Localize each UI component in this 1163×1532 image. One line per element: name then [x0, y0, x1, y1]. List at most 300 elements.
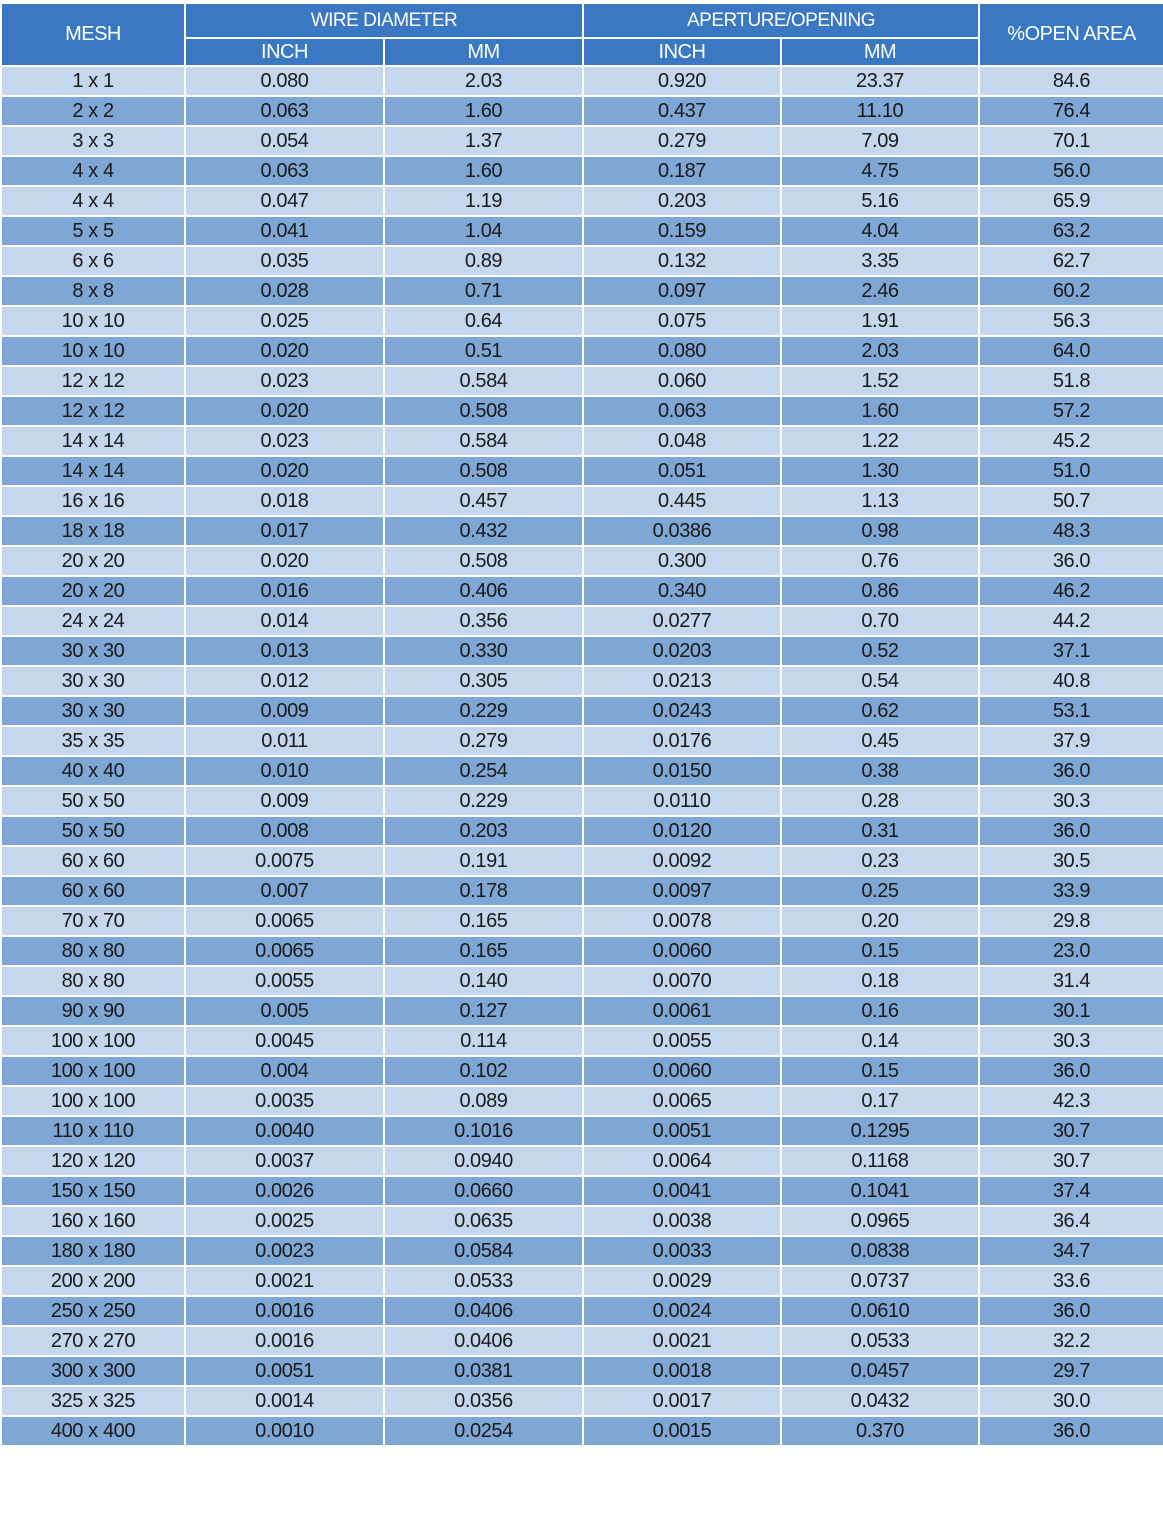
wire-mm-cell: 0.127: [384, 996, 583, 1026]
aperture-inch-cell: 0.0243: [583, 696, 781, 726]
table-row: [1, 696, 1163, 726]
wire-mm-cell: 0.0635: [384, 1206, 583, 1236]
wire-inch-cell: 0.023: [185, 366, 384, 396]
wire-mm-cell: 1.19: [384, 186, 583, 216]
open-area-cell: 36.0: [979, 1296, 1163, 1326]
table-row: [1, 816, 1163, 846]
wire-inch-cell: 0.007: [185, 876, 384, 906]
aperture-inch-cell: 0.097: [583, 276, 781, 306]
mesh-cell: 14 x 14: [1, 426, 185, 456]
open-area-cell: 34.7: [979, 1236, 1163, 1266]
open-area-cell: 30.3: [979, 786, 1163, 816]
wire-inch-cell: 0.041: [185, 216, 384, 246]
table-row: [1, 1206, 1163, 1236]
wire-inch-cell: 0.014: [185, 606, 384, 636]
table-row: [1, 1326, 1163, 1356]
aperture-mm-cell: 3.35: [781, 246, 979, 276]
table-row: [1, 1236, 1163, 1266]
open-area-cell: 60.2: [979, 276, 1163, 306]
wire-mm-cell: 0.64: [384, 306, 583, 336]
wire-inch-cell: 0.013: [185, 636, 384, 666]
wire-mm-cell: 0.254: [384, 756, 583, 786]
open-area-cell: 70.1: [979, 126, 1163, 156]
open-area-cell: 46.2: [979, 576, 1163, 606]
table-row: [1, 756, 1163, 786]
wire-inch-cell: 0.0010: [185, 1416, 384, 1446]
mesh-cell: 3 x 3: [1, 126, 185, 156]
table-row: [1, 1356, 1163, 1386]
aperture-mm-cell: 1.91: [781, 306, 979, 336]
open-area-cell: 30.3: [979, 1026, 1163, 1056]
wire-mm-cell: 0.0356: [384, 1386, 583, 1416]
table-body: [1, 66, 1163, 1446]
open-area-cell: 62.7: [979, 246, 1163, 276]
aperture-inch-cell: 0.0064: [583, 1146, 781, 1176]
open-area-cell: 30.1: [979, 996, 1163, 1026]
mesh-cell: 250 x 250: [1, 1296, 185, 1326]
aperture-mm-cell: 0.31: [781, 816, 979, 846]
aperture-mm-cell: 0.70: [781, 606, 979, 636]
aperture-inch-cell: 0.920: [583, 66, 781, 96]
wire-mm-cell: 2.03: [384, 66, 583, 96]
mesh-cell: 6 x 6: [1, 246, 185, 276]
mesh-cell: 35 x 35: [1, 726, 185, 756]
mesh-cell: 40 x 40: [1, 756, 185, 786]
aperture-inch-cell: 0.0070: [583, 966, 781, 996]
wire-inch-cell: 0.063: [185, 156, 384, 186]
aperture-inch-cell: 0.203: [583, 186, 781, 216]
open-area-cell: 63.2: [979, 216, 1163, 246]
wire-mm-header: MM: [384, 38, 583, 66]
aperture-inch-cell: 0.0120: [583, 816, 781, 846]
table-row: [1, 1416, 1163, 1446]
table-row: [1, 1056, 1163, 1086]
wire-inch-cell: 0.020: [185, 396, 384, 426]
table-row: [1, 606, 1163, 636]
open-area-cell: 31.4: [979, 966, 1163, 996]
wire-inch-cell: 0.0065: [185, 936, 384, 966]
aperture-inch-cell: 0.0015: [583, 1416, 781, 1446]
mesh-cell: 50 x 50: [1, 786, 185, 816]
wire-mm-cell: 0.0381: [384, 1356, 583, 1386]
mesh-cell: 30 x 30: [1, 666, 185, 696]
aperture-inch-cell: 0.0033: [583, 1236, 781, 1266]
aperture-inch-cell: 0.132: [583, 246, 781, 276]
wire-inch-cell: 0.0065: [185, 906, 384, 936]
aperture-inch-cell: 0.0078: [583, 906, 781, 936]
wire-inch-cell: 0.0051: [185, 1356, 384, 1386]
open-area-cell: 84.6: [979, 66, 1163, 96]
wire-mm-cell: 0.0584: [384, 1236, 583, 1266]
aperture-inch-cell: 0.0038: [583, 1206, 781, 1236]
wire-inch-cell: 0.017: [185, 516, 384, 546]
open-area-cell: 30.0: [979, 1386, 1163, 1416]
aperture-mm-cell: 0.25: [781, 876, 979, 906]
mesh-cell: 70 x 70: [1, 906, 185, 936]
mesh-cell: 60 x 60: [1, 876, 185, 906]
aperture-mm-cell: 1.30: [781, 456, 979, 486]
mesh-cell: 300 x 300: [1, 1356, 185, 1386]
open-area-cell: 36.0: [979, 756, 1163, 786]
mesh-cell: 5 x 5: [1, 216, 185, 246]
wire-inch-cell: 0.005: [185, 996, 384, 1026]
wire-mm-cell: 0.165: [384, 936, 583, 966]
aperture-inch-cell: 0.060: [583, 366, 781, 396]
mesh-cell: 80 x 80: [1, 936, 185, 966]
wire-inch-cell: 0.0014: [185, 1386, 384, 1416]
aperture-mm-cell: 0.54: [781, 666, 979, 696]
wire-inch-cell: 0.0025: [185, 1206, 384, 1236]
aperture-inch-cell: 0.0213: [583, 666, 781, 696]
aperture-mm-cell: 0.0610: [781, 1296, 979, 1326]
wire-inch-cell: 0.028: [185, 276, 384, 306]
wire-mm-cell: 0.508: [384, 456, 583, 486]
wire-inch-cell: 0.0037: [185, 1146, 384, 1176]
wire-mm-cell: 0.229: [384, 696, 583, 726]
wire-mm-cell: 0.508: [384, 546, 583, 576]
table-row: [1, 336, 1163, 366]
table-row: [1, 876, 1163, 906]
wire-mm-cell: 0.0254: [384, 1416, 583, 1446]
open-area-cell: 37.1: [979, 636, 1163, 666]
wire-mm-cell: 0.0406: [384, 1326, 583, 1356]
wire-mm-cell: 0.191: [384, 846, 583, 876]
table-row: [1, 186, 1163, 216]
open-area-cell: 45.2: [979, 426, 1163, 456]
table-row: [1, 1086, 1163, 1116]
aperture-mm-cell: 4.75: [781, 156, 979, 186]
aperture-inch-cell: 0.300: [583, 546, 781, 576]
open-area-cell: 64.0: [979, 336, 1163, 366]
table-row: [1, 666, 1163, 696]
open-area-cell: 44.2: [979, 606, 1163, 636]
table-row: [1, 1266, 1163, 1296]
wire-inch-cell: 0.008: [185, 816, 384, 846]
wire-inch-cell: 0.035: [185, 246, 384, 276]
aperture-mm-cell: 0.370: [781, 1416, 979, 1446]
aperture-mm-cell: 1.52: [781, 366, 979, 396]
wire-inch-cell: 0.010: [185, 756, 384, 786]
wire-mm-cell: 0.089: [384, 1086, 583, 1116]
wire-mm-cell: 0.356: [384, 606, 583, 636]
aperture-inch-cell: 0.0386: [583, 516, 781, 546]
wire-mm-cell: 0.0660: [384, 1176, 583, 1206]
wire-mm-cell: 0.1016: [384, 1116, 583, 1146]
aperture-mm-cell: 0.0432: [781, 1386, 979, 1416]
wire-inch-cell: 0.023: [185, 426, 384, 456]
table-row: [1, 366, 1163, 396]
aperture-inch-cell: 0.0060: [583, 936, 781, 966]
open-area-cell: 30.7: [979, 1116, 1163, 1146]
wire-inch-cell: 0.0035: [185, 1086, 384, 1116]
wire-diameter-group-header: WIRE DIAMETER: [185, 3, 583, 38]
wire-mm-cell: 0.0940: [384, 1146, 583, 1176]
mesh-cell: 12 x 12: [1, 396, 185, 426]
wire-inch-cell: 0.020: [185, 336, 384, 366]
table-row: [1, 726, 1163, 756]
aperture-mm-cell: 0.1041: [781, 1176, 979, 1206]
aperture-inch-cell: 0.048: [583, 426, 781, 456]
aperture-inch-cell: 0.437: [583, 96, 781, 126]
wire-mm-cell: 0.102: [384, 1056, 583, 1086]
mesh-cell: 24 x 24: [1, 606, 185, 636]
aperture-inch-cell: 0.051: [583, 456, 781, 486]
mesh-cell: 30 x 30: [1, 696, 185, 726]
table-header: [1, 3, 1163, 66]
mesh-cell: 150 x 150: [1, 1176, 185, 1206]
table-row: [1, 786, 1163, 816]
wire-mm-cell: 0.584: [384, 426, 583, 456]
aperture-mm-cell: 0.38: [781, 756, 979, 786]
aperture-mm-cell: 0.23: [781, 846, 979, 876]
aperture-inch-cell: 0.063: [583, 396, 781, 426]
open-area-cell: 76.4: [979, 96, 1163, 126]
wire-inch-cell: 0.004: [185, 1056, 384, 1086]
mesh-cell: 60 x 60: [1, 846, 185, 876]
wire-inch-cell: 0.020: [185, 546, 384, 576]
mesh-cell: 30 x 30: [1, 636, 185, 666]
aperture-inch-cell: 0.340: [583, 576, 781, 606]
wire-mm-cell: 0.140: [384, 966, 583, 996]
open-area-cell: 51.0: [979, 456, 1163, 486]
aperture-mm-cell: 0.20: [781, 906, 979, 936]
table-row: [1, 156, 1163, 186]
wire-inch-cell: 0.009: [185, 786, 384, 816]
aperture-mm-header: MM: [781, 38, 979, 66]
wire-mm-cell: 0.89: [384, 246, 583, 276]
open-area-cell: 36.0: [979, 1416, 1163, 1446]
wire-mm-cell: 0.279: [384, 726, 583, 756]
aperture-inch-cell: 0.0110: [583, 786, 781, 816]
aperture-mm-cell: 0.0533: [781, 1326, 979, 1356]
wire-mm-cell: 0.330: [384, 636, 583, 666]
aperture-mm-cell: 0.98: [781, 516, 979, 546]
mesh-cell: 4 x 4: [1, 156, 185, 186]
wire-inch-cell: 0.0023: [185, 1236, 384, 1266]
open-area-cell: 36.0: [979, 816, 1163, 846]
open-area-cell: 50.7: [979, 486, 1163, 516]
wire-inch-cell: 0.047: [185, 186, 384, 216]
mesh-cell: 1 x 1: [1, 66, 185, 96]
wire-mm-cell: 1.04: [384, 216, 583, 246]
aperture-mm-cell: 1.60: [781, 396, 979, 426]
mesh-cell: 160 x 160: [1, 1206, 185, 1236]
wire-inch-cell: 0.0075: [185, 846, 384, 876]
mesh-cell: 2 x 2: [1, 96, 185, 126]
table-row: [1, 996, 1163, 1026]
table-row: [1, 66, 1163, 96]
wire-inch-cell: 0.016: [185, 576, 384, 606]
aperture-inch-header: INCH: [583, 38, 781, 66]
header-group-row: [1, 3, 1163, 38]
mesh-cell: 400 x 400: [1, 1416, 185, 1446]
aperture-mm-cell: 0.16: [781, 996, 979, 1026]
wire-inch-cell: 0.018: [185, 486, 384, 516]
open-area-cell: 33.9: [979, 876, 1163, 906]
wire-inch-cell: 0.011: [185, 726, 384, 756]
open-area-cell: 23.0: [979, 936, 1163, 966]
aperture-mm-cell: 0.0737: [781, 1266, 979, 1296]
table-row: [1, 426, 1163, 456]
open-area-cell: 57.2: [979, 396, 1163, 426]
open-area-cell: 33.6: [979, 1266, 1163, 1296]
table-row: [1, 1116, 1163, 1146]
aperture-mm-cell: 0.45: [781, 726, 979, 756]
table-row: [1, 546, 1163, 576]
table-row: [1, 246, 1163, 276]
table-row: [1, 456, 1163, 486]
open-area-cell: 36.4: [979, 1206, 1163, 1236]
table-row: [1, 1146, 1163, 1176]
aperture-inch-cell: 0.0203: [583, 636, 781, 666]
mesh-cell: 100 x 100: [1, 1056, 185, 1086]
mesh-cell: 200 x 200: [1, 1266, 185, 1296]
aperture-inch-cell: 0.0150: [583, 756, 781, 786]
wire-mm-cell: 0.305: [384, 666, 583, 696]
aperture-inch-cell: 0.0024: [583, 1296, 781, 1326]
aperture-inch-cell: 0.0055: [583, 1026, 781, 1056]
wire-inch-cell: 0.0045: [185, 1026, 384, 1056]
aperture-inch-cell: 0.445: [583, 486, 781, 516]
aperture-mm-cell: 7.09: [781, 126, 979, 156]
wire-mm-cell: 0.0406: [384, 1296, 583, 1326]
aperture-inch-cell: 0.0029: [583, 1266, 781, 1296]
table-row: [1, 906, 1163, 936]
table-row: [1, 126, 1163, 156]
open-area-cell: 36.0: [979, 1056, 1163, 1086]
open-area-cell: 56.3: [979, 306, 1163, 336]
wire-mm-cell: 0.165: [384, 906, 583, 936]
open-area-cell: 32.2: [979, 1326, 1163, 1356]
table-row: [1, 936, 1163, 966]
wire-mm-cell: 0.203: [384, 816, 583, 846]
aperture-mm-cell: 0.15: [781, 936, 979, 966]
mesh-cell: 8 x 8: [1, 276, 185, 306]
wire-mm-cell: 0.114: [384, 1026, 583, 1056]
aperture-mm-cell: 0.52: [781, 636, 979, 666]
table-row: [1, 396, 1163, 426]
wire-mm-cell: 0.457: [384, 486, 583, 516]
aperture-inch-cell: 0.187: [583, 156, 781, 186]
mesh-cell: 180 x 180: [1, 1236, 185, 1266]
wire-inch-cell: 0.025: [185, 306, 384, 336]
aperture-inch-cell: 0.0092: [583, 846, 781, 876]
aperture-inch-cell: 0.0051: [583, 1116, 781, 1146]
open-area-cell: 42.3: [979, 1086, 1163, 1116]
mesh-cell: 10 x 10: [1, 306, 185, 336]
aperture-inch-cell: 0.0176: [583, 726, 781, 756]
table-row: [1, 306, 1163, 336]
mesh-spec-table: [0, 2, 1163, 1447]
aperture-inch-cell: 0.075: [583, 306, 781, 336]
mesh-cell: 20 x 20: [1, 546, 185, 576]
mesh-cell: 270 x 270: [1, 1326, 185, 1356]
mesh-cell: 18 x 18: [1, 516, 185, 546]
table-row: [1, 516, 1163, 546]
table-row: [1, 486, 1163, 516]
open-area-cell: 29.7: [979, 1356, 1163, 1386]
aperture-mm-cell: 0.15: [781, 1056, 979, 1086]
wire-inch-cell: 0.009: [185, 696, 384, 726]
open-area-cell: 53.1: [979, 696, 1163, 726]
wire-mm-cell: 1.60: [384, 96, 583, 126]
mesh-cell: 50 x 50: [1, 816, 185, 846]
mesh-cell: 100 x 100: [1, 1026, 185, 1056]
aperture-inch-cell: 0.0041: [583, 1176, 781, 1206]
mesh-cell: 4 x 4: [1, 186, 185, 216]
open-area-cell: 36.0: [979, 546, 1163, 576]
wire-mm-cell: 0.406: [384, 576, 583, 606]
open-area-cell: 37.9: [979, 726, 1163, 756]
table-row: [1, 636, 1163, 666]
table-row: [1, 576, 1163, 606]
aperture-mm-cell: 4.04: [781, 216, 979, 246]
aperture-mm-cell: 0.1168: [781, 1146, 979, 1176]
wire-inch-cell: 0.0040: [185, 1116, 384, 1146]
wire-mm-cell: 0.178: [384, 876, 583, 906]
open-area-cell: 51.8: [979, 366, 1163, 396]
wire-inch-cell: 0.020: [185, 456, 384, 486]
aperture-mm-cell: 11.10: [781, 96, 979, 126]
open-area-cell: 29.8: [979, 906, 1163, 936]
aperture-mm-cell: 1.13: [781, 486, 979, 516]
aperture-inch-cell: 0.159: [583, 216, 781, 246]
wire-mm-cell: 1.60: [384, 156, 583, 186]
wire-inch-cell: 0.0016: [185, 1296, 384, 1326]
table-row: [1, 96, 1163, 126]
aperture-mm-cell: 2.03: [781, 336, 979, 366]
aperture-inch-cell: 0.0060: [583, 1056, 781, 1086]
aperture-mm-cell: 1.22: [781, 426, 979, 456]
table-row: [1, 966, 1163, 996]
wire-inch-cell: 0.054: [185, 126, 384, 156]
aperture-mm-cell: 0.0838: [781, 1236, 979, 1266]
wire-mm-cell: 0.71: [384, 276, 583, 306]
aperture-inch-cell: 0.0097: [583, 876, 781, 906]
mesh-cell: 80 x 80: [1, 966, 185, 996]
table-row: [1, 1026, 1163, 1056]
open-area-cell: 37.4: [979, 1176, 1163, 1206]
wire-inch-cell: 0.0055: [185, 966, 384, 996]
aperture-mm-cell: 0.0457: [781, 1356, 979, 1386]
aperture-inch-cell: 0.0018: [583, 1356, 781, 1386]
wire-mm-cell: 0.508: [384, 396, 583, 426]
wire-inch-cell: 0.063: [185, 96, 384, 126]
open-area-cell: 30.7: [979, 1146, 1163, 1176]
mesh-column-header: MESH: [1, 3, 185, 66]
aperture-inch-cell: 0.0277: [583, 606, 781, 636]
mesh-cell: 10 x 10: [1, 336, 185, 366]
aperture-mm-cell: 0.86: [781, 576, 979, 606]
wire-mm-cell: 0.432: [384, 516, 583, 546]
mesh-cell: 14 x 14: [1, 456, 185, 486]
open-area-cell: 30.5: [979, 846, 1163, 876]
wire-mm-cell: 1.37: [384, 126, 583, 156]
mesh-cell: 110 x 110: [1, 1116, 185, 1146]
wire-inch-cell: 0.080: [185, 66, 384, 96]
aperture-mm-cell: 0.1295: [781, 1116, 979, 1146]
aperture-inch-cell: 0.279: [583, 126, 781, 156]
aperture-mm-cell: 23.37: [781, 66, 979, 96]
mesh-cell: 90 x 90: [1, 996, 185, 1026]
aperture-inch-cell: 0.0065: [583, 1086, 781, 1116]
wire-inch-cell: 0.012: [185, 666, 384, 696]
aperture-inch-cell: 0.080: [583, 336, 781, 366]
aperture-inch-cell: 0.0021: [583, 1326, 781, 1356]
wire-inch-cell: 0.0016: [185, 1326, 384, 1356]
aperture-mm-cell: 0.14: [781, 1026, 979, 1056]
aperture-mm-cell: 0.28: [781, 786, 979, 816]
